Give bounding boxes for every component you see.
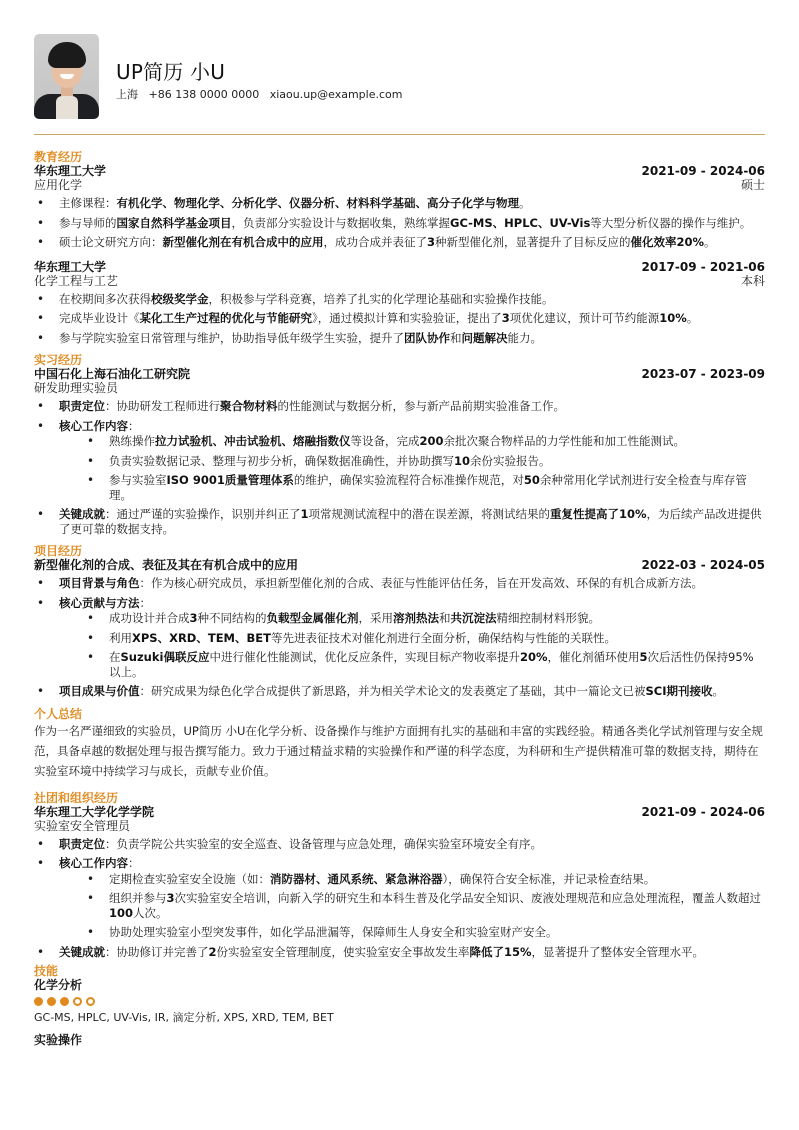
skill-description: GC-MS, HPLC, UV-Vis, IR, 滴定分析, XPS, XRD, TEM, BET <box>34 1011 334 1024</box>
section-title-education: 教育经历 <box>34 150 83 164</box>
resume-page <box>34 0 765 1047</box>
date-range: 2017-09 - 2021-06 <box>641 259 765 274</box>
rating-dot-filled-icon <box>60 997 69 1006</box>
section-title-organization: 社团和组织经历 <box>34 790 119 805</box>
company-name: 中国石化上海石油化工研究院 <box>34 367 191 381</box>
education-entry <box>34 164 765 250</box>
section-title-skills: 技能 <box>34 964 59 978</box>
list-item: • 项目背景与角色：作为核心研究成员，承担新型催化剂的合成、表征与性能评估任务，旨在开发高效、环保的有机合成新方法。 <box>34 576 765 591</box>
list-item: • 在校期间多次获得校级奖学金，积极参与学科竞赛，培养了扎实的化学理论基础和实验操作技能。 <box>34 292 765 307</box>
list-item: • 负责实验数据记录、整理与初步分析，确保数据准确性，并协助撰写10余份实验报告。 <box>84 454 765 469</box>
org-name: 华东理工大学化学学院 <box>34 804 155 819</box>
date-range: 2023-07 - 2023-09 <box>641 367 765 381</box>
date-range: 2021-09 - 2024-06 <box>641 164 765 178</box>
date-range: 2021-09 - 2024-06 <box>641 804 765 819</box>
list-item: • 利用XPS、XRD、TEM、BET等先进表征技术对催化剂进行全面分析，确保结构与性能的关联性。 <box>84 631 765 646</box>
org-role: 实验室安全管理员 <box>34 818 131 833</box>
job-role: 研发助理实验员 <box>34 381 119 395</box>
skill-level-rating <box>34 997 765 1006</box>
list-item: • 核心工作内容： • 定期检查实验室安全设施（如：消防器材、通风系统、紧急淋浴器），确保符合安全标准，并记录检查结果。 • 组织并参与3次实验室安全培训，向新入学的研究生和本科生普及化学品安全知识、废液处理规范和应急处理流程，覆盖人数超过100人次。 • 协助处理实验室小型突发事件，如化学品泄漏等，保障师生人身安全和实验室财产安全。 <box>34 856 765 940</box>
section-title-project: 项目经历 <box>34 544 83 558</box>
rating-dot-empty-icon <box>86 997 95 1006</box>
list-item: • 协助处理实验室小型突发事件，如化学品泄漏等，保障师生人身安全和实验室财产安全。 <box>84 925 765 940</box>
school-name: 华东理工大学 <box>34 259 107 274</box>
rating-dot-empty-icon <box>73 997 82 1006</box>
list-item: • 定期检查实验室安全设施（如：消防器材、通风系统、紧急淋浴器），确保符合安全标准，并记录检查结果。 <box>84 872 765 887</box>
degree: 本科 <box>740 273 765 288</box>
list-item: • 核心贡献与方法： • 成功设计并合成3种不同结构的负载型金属催化剂，采用溶剂热法和共沉淀法精细控制材料形貌。 • 利用XPS、XRD、TEM、BET等先进表征技术对催化剂进行全面分析，确保结构与性能的关联性。 • 在Suzuki偶联反应中进行催化性能测试，优化反应条件，实现目标产物收率提升20%，催化剂循环使用5次后活性仍保持95%以上。 <box>34 596 765 680</box>
summary-text: 作为一名严谨细致的实验员，UP简历 小U在化学分析、设备操作与维护方面拥有扎实的基础和丰富的实践经验。精通各类化学试剂管理与安全规范，具备卓越的数据处理与报告撰写能力。致力于通过精益求精的实验操作和严谨的科学态度，为科研和生产提供精准可靠的数据支持，期待在实验室环境中持续学习与成长，贡献专业价值。 <box>34 723 763 778</box>
list-item: • 参与实验室ISO 9001质量管理体系的维护，确保实验流程符合标准操作规范，对50余种常用化学试剂进行安全检查与库存管理。 <box>84 473 765 502</box>
education-entry <box>34 260 765 346</box>
contact-phone: +86 138 0000 0000 <box>148 88 260 101</box>
list-item: • 成功设计并合成3种不同结构的负载型金属催化剂，采用溶剂热法和共沉淀法精细控制材料形貌。 <box>84 611 765 626</box>
contact-city: 上海 <box>116 88 138 101</box>
internship-section <box>34 353 765 536</box>
section-title-internship: 实习经历 <box>34 353 83 367</box>
degree: 硕士 <box>740 178 765 192</box>
list-item: • 参与导师的国家自然科学基金项目，负责部分实验设计与数据收集，熟练掌握GC-MS、HPLC、UV-Vis等大型分析仪器的操作与维护。 <box>34 216 765 231</box>
candidate-name: UP简历 小U <box>116 60 226 84</box>
organization-section <box>34 791 765 960</box>
list-item: • 职责定位：负责学院公共实验室的安全巡查、设备管理与应急处理，确保实验室环境安全有序。 <box>34 837 765 852</box>
list-item: • 熟练操作拉力试验机、冲击试验机、熔融指数仪等设备，完成200余批次聚合物样品的力学性能和加工性能测试。 <box>84 434 765 449</box>
resume-header <box>34 0 765 136</box>
list-item: • 硕士论文研究方向：新型催化剂在有机合成中的应用，成功合成并表征了3种新型催化剂，显著提升了目标反应的催化效率20%。 <box>34 235 765 250</box>
rating-dot-filled-icon <box>47 997 56 1006</box>
summary-section <box>34 707 765 781</box>
list-item: • 关键成就：协助修订并完善了2份实验室安全管理制度，使实验室安全事故发生率降低了15%，显著提升了整体安全管理水平。 <box>34 945 765 960</box>
education-section <box>34 150 765 345</box>
skills-section <box>34 964 765 1047</box>
rating-dot-filled-icon <box>34 997 43 1006</box>
list-item: • 在Suzuki偶联反应中进行催化性能测试，优化反应条件，实现目标产物收率提升20%，催化剂循环使用5次后活性仍保持95%以上。 <box>84 650 765 679</box>
list-item: • 关键成就：通过严谨的实验操作，识别并纠正了1项常规测试流程中的潜在误差源，将测试结果的重复性提高了10%，为后续产品改进提供了更可靠的数据支持。 <box>34 507 765 536</box>
contact-line <box>116 86 409 102</box>
header-divider <box>34 134 765 135</box>
list-item: • 项目成果与价值：研究成果为绿色化学合成提供了新思路，并为相关学术论文的发表奠定了基础，其中一篇论文已被SCI期刊接收。 <box>34 684 765 699</box>
list-item: • 参与学院实验室日常管理与维护，协助指导低年级学生实验，提升了团队协作和问题解决能力。 <box>34 331 765 346</box>
school-name: 华东理工大学 <box>34 164 107 178</box>
major: 应用化学 <box>34 178 83 192</box>
skill-item <box>34 1033 765 1047</box>
section-title-summary: 个人总结 <box>34 706 83 721</box>
list-item: • 组织并参与3次实验室安全培训，向新入学的研究生和本科生普及化学品安全知识、废液处理规范和应急处理流程，覆盖人数超过100人次。 <box>84 891 765 920</box>
list-item: • 完成毕业设计《某化工生产过程的优化与节能研究》，通过模拟计算和实验验证，提出了3项优化建议，预计可节约能源10%。 <box>34 311 765 326</box>
skill-name: 实验操作 <box>34 1033 83 1047</box>
skill-item <box>34 978 765 1025</box>
project-name: 新型催化剂的合成、表征及其在有机合成中的应用 <box>34 558 299 572</box>
date-range: 2022-03 - 2024-05 <box>641 558 765 572</box>
profile-photo <box>34 34 99 119</box>
contact-email[interactable]: xiaou.up@example.com <box>269 88 403 101</box>
project-section <box>34 544 765 699</box>
list-item: • 职责定位：协助研发工程师进行聚合物材料的性能测试与数据分析，参与新产品前期实验准备工作。 <box>34 399 765 414</box>
major: 化学工程与工艺 <box>34 273 119 288</box>
skill-name: 化学分析 <box>34 978 83 992</box>
list-item: • 核心工作内容： • 熟练操作拉力试验机、冲击试验机、熔融指数仪等设备，完成200余批次聚合物样品的力学性能和加工性能测试。 • 负责实验数据记录、整理与初步分析，确保数据准确性，并协助撰写10余份实验报告。 • 参与实验室ISO 9001质量管理体系的维护，确保实验流程符合标准操作规范，对50余种常用化学试剂进行安全检查与库存管理。 <box>34 419 765 503</box>
list-item: • 主修课程：有机化学、物理化学、分析化学、仪器分析、材料科学基础、高分子化学与物理。 <box>34 196 765 211</box>
